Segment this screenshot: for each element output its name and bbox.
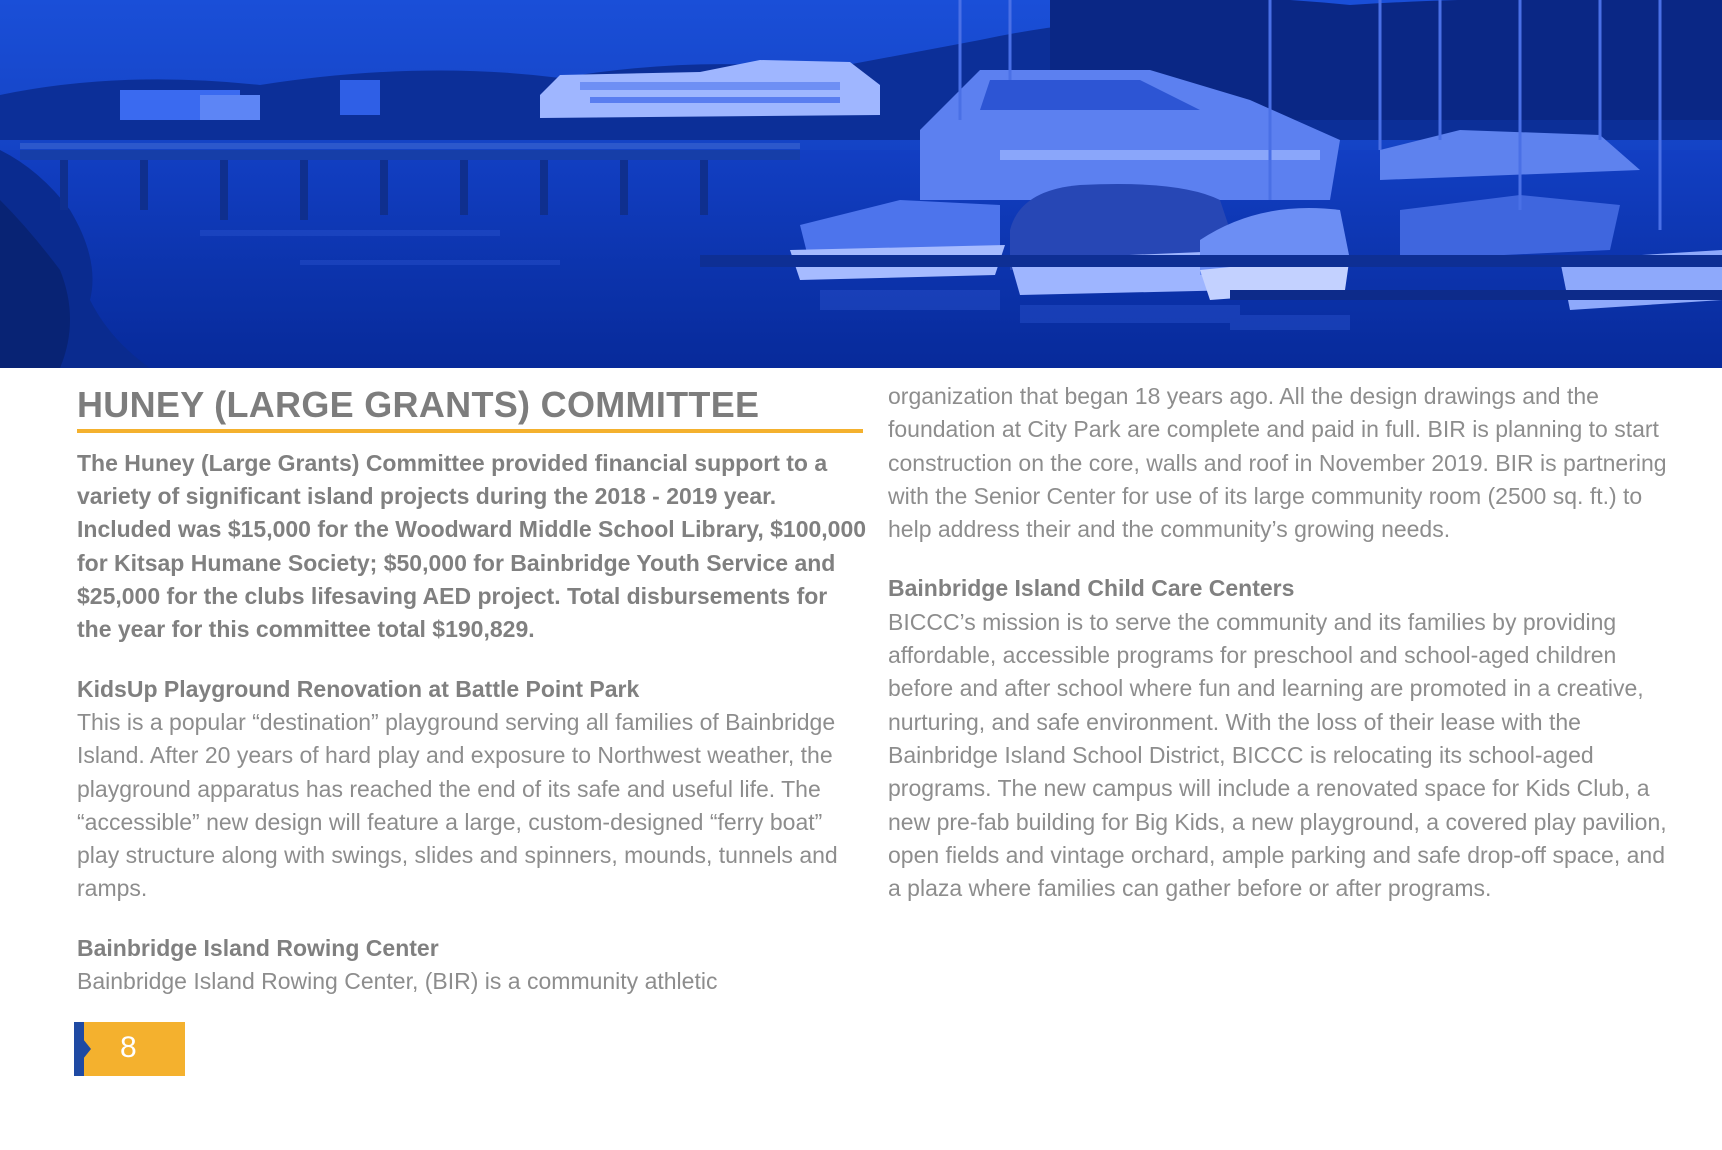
project-body-childcare: BICCC’s mission is to serve the community and its families by providing affordable, accessible programs for preschool and school-aged children before and after school where fun and learning are promoted in a creative, nurturing, and safe environment. With the loss of their lease with the Bainbridge Island School District, BICCC is relocating its school-aged programs. The new campus will include a renovated space for Kids Club, a new pre-fab building for Big Kids, a new playground, a covered play pavilion, open fields and vintage orchard, ample parking and safe drop-off space, and a plaza where families can gather before or after programs. [888,608,1667,902]
committee-summary: The Huney (Large Grants) Committee provided financial support to a variety of significant island projects during the 2018 - 2019 year. Included was $15,000 for the Woodward Middle School Library, $100,000 for Kitsap Humane Society; $50,000 for Bainbridge Youth Service and $25,000 for the clubs lifesaving AED project. Total disbursements for the year for this committee total $190,829. [77,449,867,643]
page-badge-arrow-icon [83,1039,91,1059]
project-title-rowing: Bainbridge Island Rowing Center [77,934,439,961]
page-number-badge [74,1022,185,1076]
left-column [77,380,867,998]
project-title-kidsup: KidsUp Playground Renovation at Battle Point Park [77,675,640,702]
project-title-childcare: Bainbridge Island Child Care Centers [888,575,1295,602]
marina-photo-illustration [0,0,1722,368]
project-body-kidsup: This is a popular “destination” playground serving all families of Bainbridge Island. After 20 years of hard play and exposure to Northwest weather, the playground apparatus has reached the end of its safe and useful life. The “accessible” new design will feature a large, custom-designed “ferry boat” play structure along with swings, slides and spinners, mounds, tunnels and ramps. [77,708,838,902]
page-number: 8 [120,1031,137,1064]
project-body-rowing-part2: organization that began 18 years ago. All the design drawings and the foundation at City Park are complete and paid in full. BIR is planning to start construction on the core, walls and roof in November 2019. BIR is partnering with the Senior Center for use of its large community room (2500 sq. ft.) to help address their and the community’s growing needs. [888,383,1667,543]
project-body-rowing-part1: Bainbridge Island Rowing Center, (BIR) is a community athletic [77,968,718,995]
section-title: HUNEY (LARGE GRANTS) COMMITTEE [77,380,863,433]
right-column [888,380,1678,905]
hero-photo [0,0,1722,368]
